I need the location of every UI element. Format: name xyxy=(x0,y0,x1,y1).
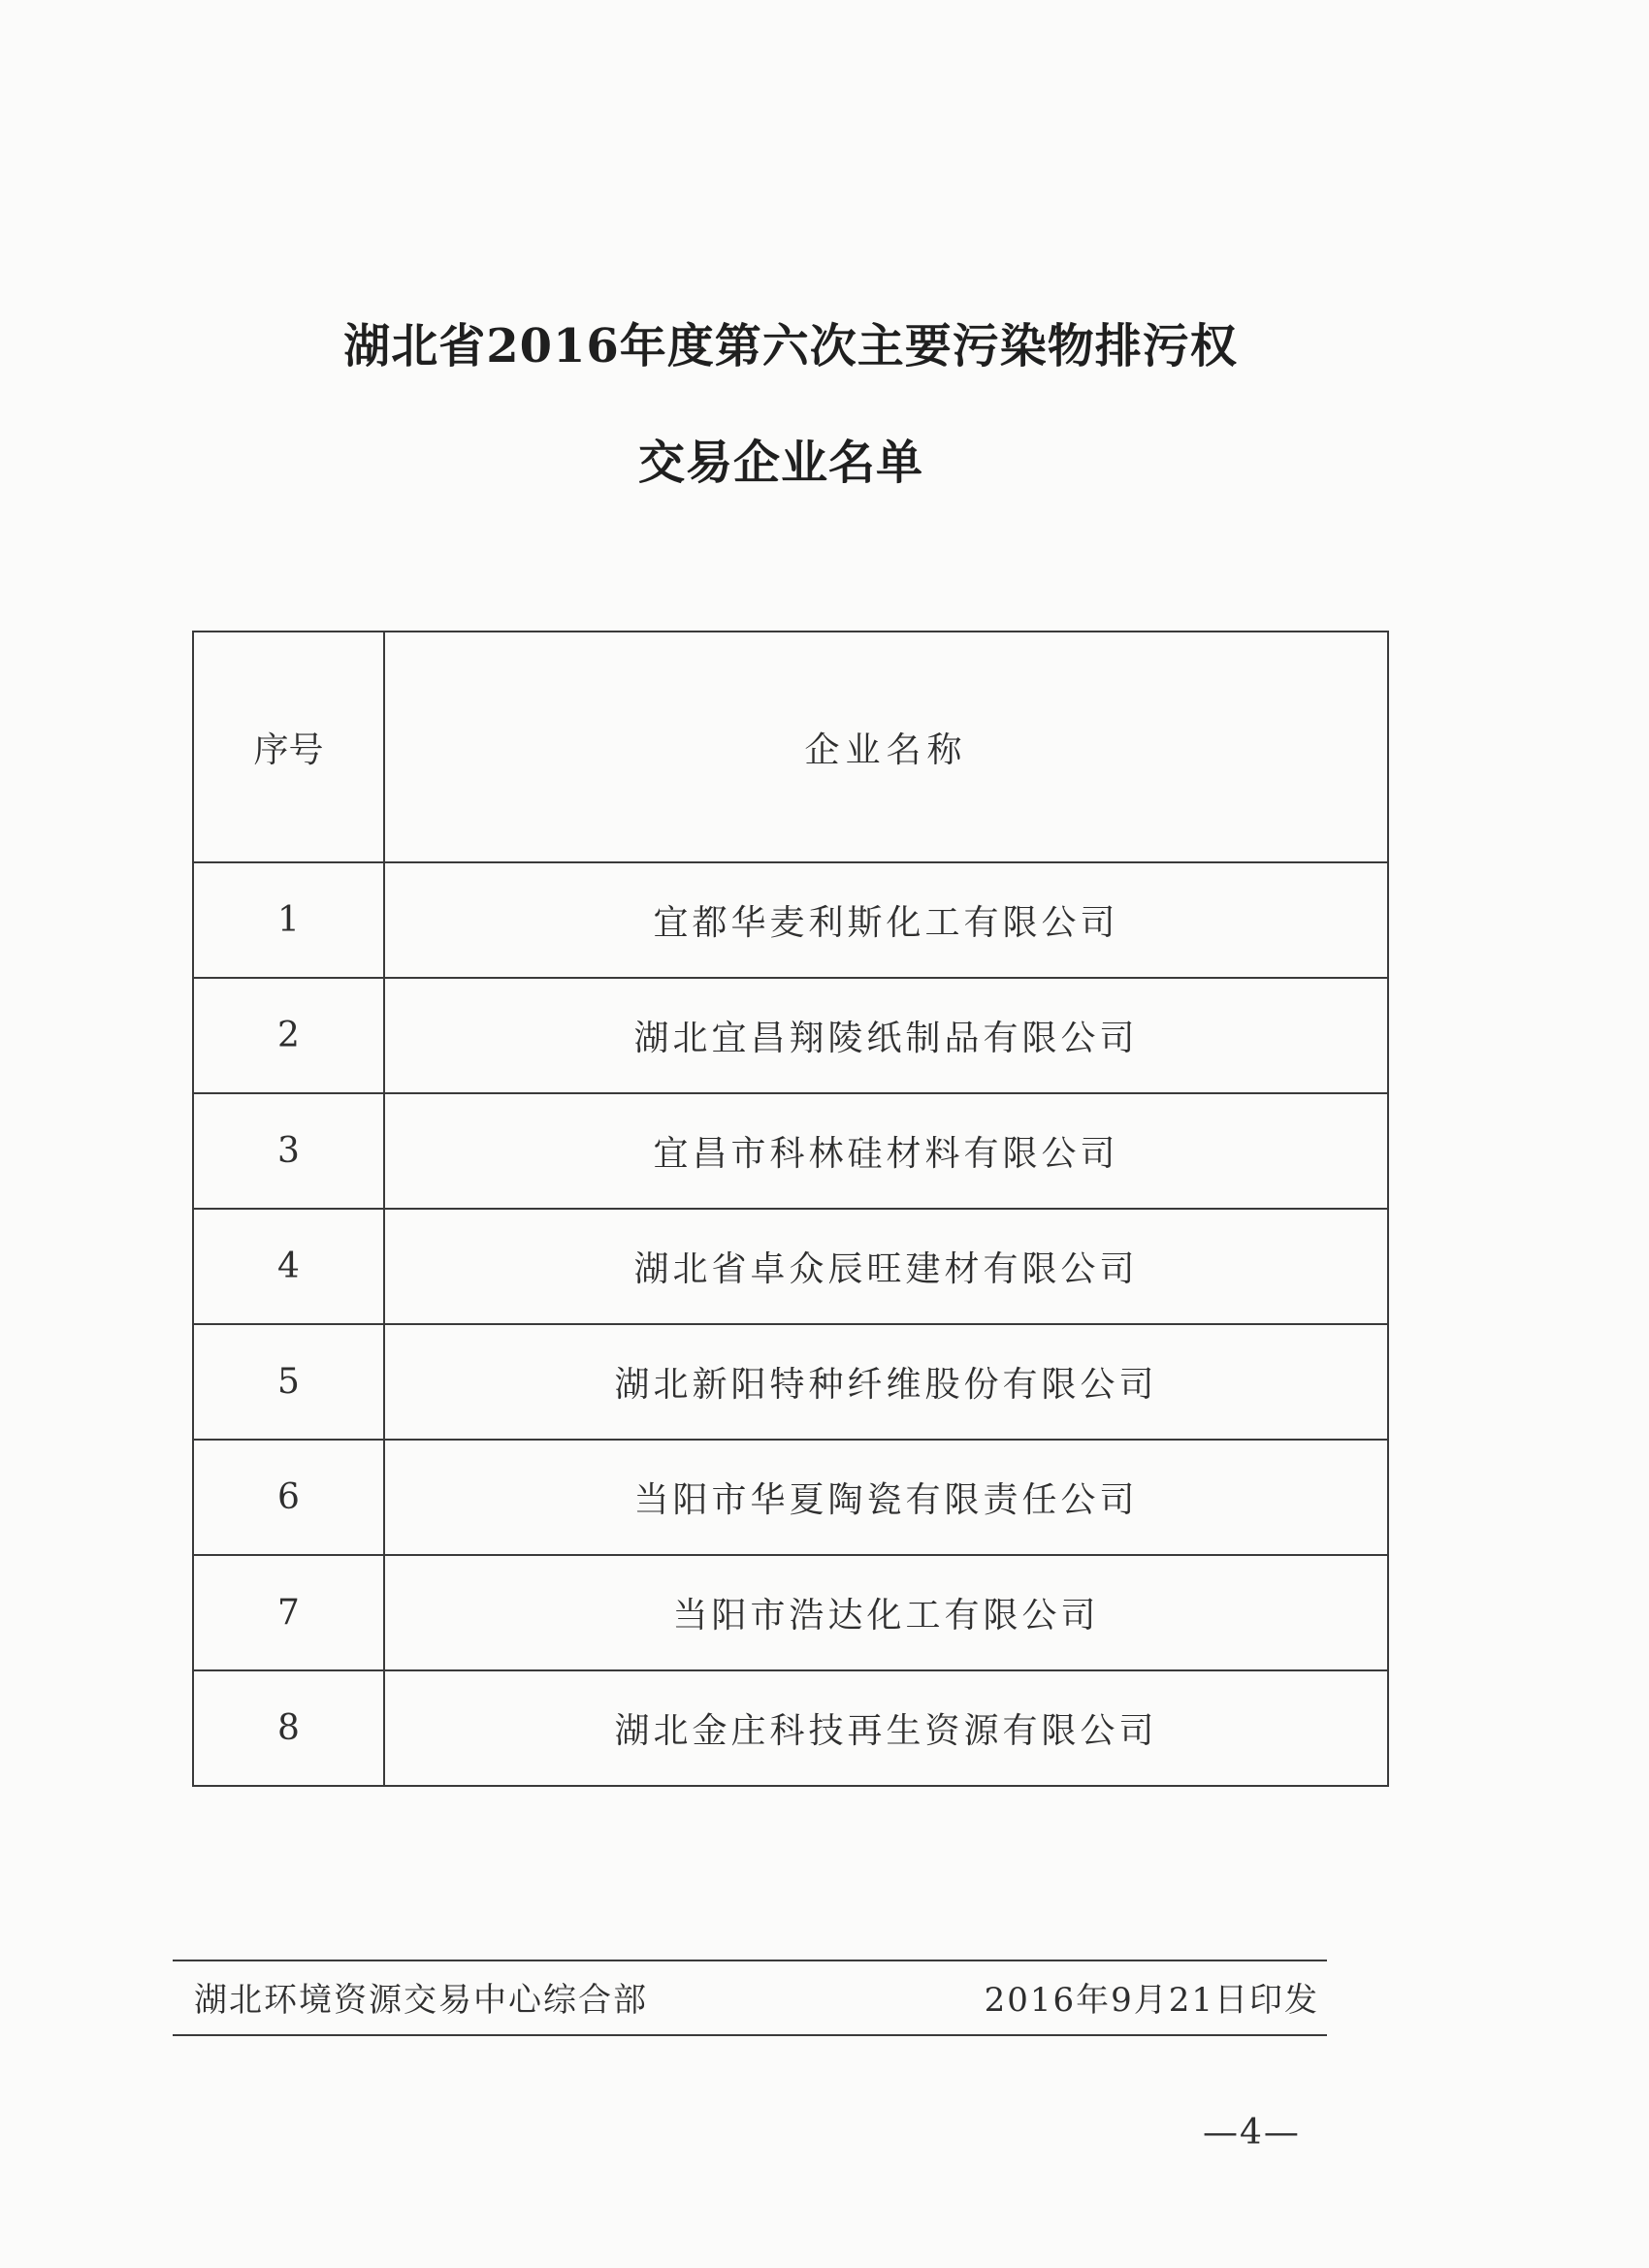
document-title-line-1: 湖北省2016年度第六次主要污染物排污权 xyxy=(343,319,1238,373)
issuing-department: 湖北环境资源交易中心综合部 xyxy=(194,1981,648,2020)
row-serial-number: 1 xyxy=(193,862,384,978)
row-enterprise-name: 当阳市华夏陶瓷有限责任公司 xyxy=(384,1440,1388,1555)
document-title-line-2: 交易企业名单 xyxy=(637,436,923,490)
row-serial-number: 5 xyxy=(193,1324,384,1440)
table-row xyxy=(193,1670,1388,1786)
row-enterprise-name: 湖北省卓众辰旺建材有限公司 xyxy=(384,1209,1388,1324)
row-enterprise-name: 湖北金庄科技再生资源有限公司 xyxy=(384,1670,1388,1786)
row-enterprise-name: 宜都华麦利斯化工有限公司 xyxy=(384,862,1388,978)
table-row xyxy=(193,1209,1388,1324)
row-serial-number: 3 xyxy=(193,1093,384,1209)
row-serial-number: 7 xyxy=(193,1555,384,1670)
table-row xyxy=(193,862,1388,978)
row-enterprise-name: 当阳市浩达化工有限公司 xyxy=(384,1555,1388,1670)
enterprise-list-table xyxy=(192,631,1389,1787)
footer-top-rule xyxy=(173,1960,1327,1961)
row-enterprise-name: 宜昌市科林硅材料有限公司 xyxy=(384,1093,1388,1209)
row-enterprise-name: 湖北宜昌翔陵纸制品有限公司 xyxy=(384,978,1388,1093)
header-enterprise-name: 企业名称 xyxy=(384,632,1388,862)
row-serial-number: 6 xyxy=(193,1440,384,1555)
table-body xyxy=(193,862,1388,1786)
row-serial-number: 4 xyxy=(193,1209,384,1324)
table-row xyxy=(193,1440,1388,1555)
row-enterprise-name: 湖北新阳特种纤维股份有限公司 xyxy=(384,1324,1388,1440)
page-number: —4— xyxy=(1203,2113,1301,2153)
table-header-row xyxy=(193,632,1388,862)
row-serial-number: 2 xyxy=(193,978,384,1093)
table-row xyxy=(193,1093,1388,1209)
table-header xyxy=(193,632,1388,862)
table-row xyxy=(193,978,1388,1093)
row-serial-number: 8 xyxy=(193,1670,384,1786)
footer-bottom-rule xyxy=(173,2034,1327,2036)
table-row xyxy=(193,1324,1388,1440)
header-serial-number: 序号 xyxy=(193,632,384,862)
issue-date: 2016年9月21日印发 xyxy=(984,1981,1319,2020)
table-row xyxy=(193,1555,1388,1670)
